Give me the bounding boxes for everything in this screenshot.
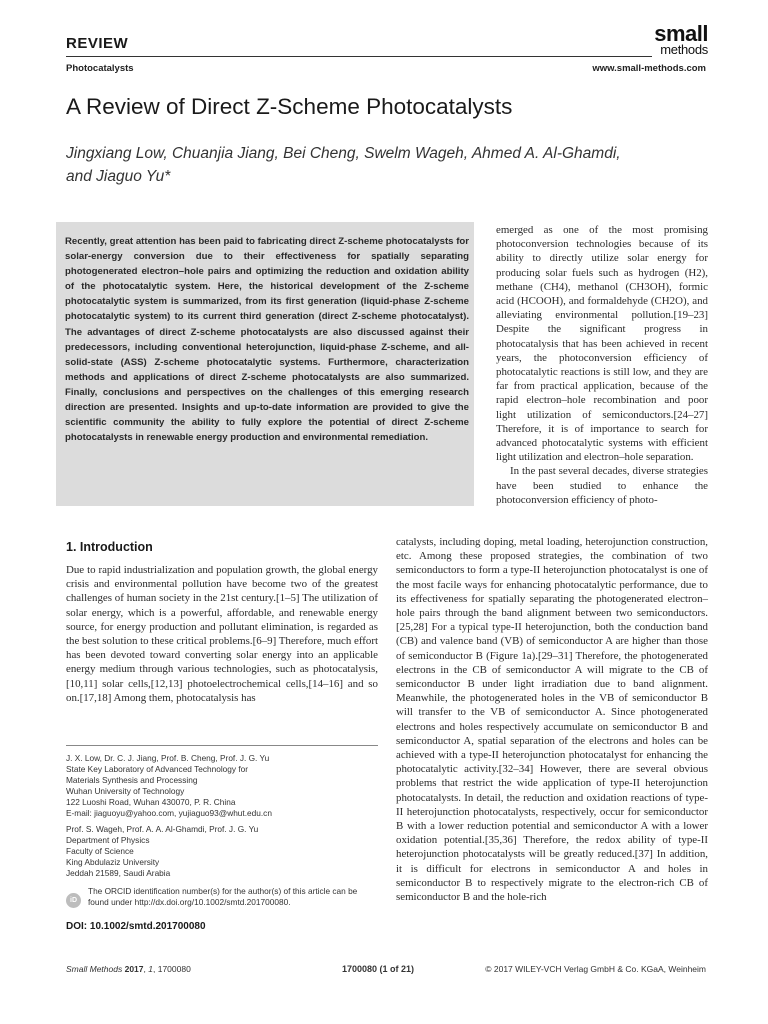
orcid-icon: iD: [66, 893, 81, 908]
affiliation-line: Jeddah 21589, Saudi Arabia: [66, 868, 171, 878]
logo-line-1: small: [654, 21, 708, 46]
footer-page-number: 1700080 (1 of 21): [342, 964, 415, 974]
affiliation-rule: [66, 745, 378, 746]
footer-year: 2017: [124, 964, 144, 974]
affiliation-line: 122 Luoshi Road, Wuhan 430070, P. R. China: [66, 797, 236, 807]
footer-citation: Small Methods 2017, 1, 1700080: [66, 964, 191, 974]
author-line-1: Jingxiang Low, Chuanjia Jiang, Bei Cheng, Swelm Wageh, Ahmed A. Al-Ghamdi,: [66, 145, 621, 162]
affiliation-line: Materials Synthesis and Processing: [66, 775, 198, 785]
section-label: REVIEW: [66, 35, 129, 52]
affiliation-line: Wuhan University of Technology: [66, 786, 185, 796]
footer-journal-name: Small Methods: [66, 964, 123, 974]
orcid-note[interactable]: The ORCID identification number(s) for the author(s) of this article can be found under http://dx.doi.org/10.1002/smtd.201700080.: [88, 886, 358, 907]
author-list: [66, 142, 666, 188]
article-title: A Review of Direct Z-Scheme Photocatalysts: [66, 94, 513, 119]
body-column-right-upper: [496, 223, 708, 507]
body-paragraph: emerged as one of the most promising photoconversion technologies because of its ability to directly utilize solar energy for producing solar fuels such as hydrogen (H2), methane (CH4), methanol (CH3OH), formic acid (HCOOH), and formaldehyde (CH2O), and alleviating environmental pollution.[19–23] Despite the significant progress in photocatalysis that has been achieved in recent years, the photoconversion efficiency of photocatalytic reactions is still low, and they are far from practical application, because of the rapid electron–hole recombination and poor light utilization of semiconductors.[24–27] Therefore, it is of importance to search for advanced photocatalytic systems with efficient light utilization and electron–hole separation.: [496, 224, 708, 464]
body-column-right-lower: [396, 535, 708, 904]
body-paragraph: catalysts, including doping, metal loading, heterojunction construction, etc. Among these proposed strategies, the combination of two semiconductors to form a type-II heterojunction photocatalyst is one of the most facile ways for enhancing photocatalytic performance, due to its effectiveness for spatially separating the photogenerated electron–hole pairs through the band alignment between two semiconductors.[25,28] For a typical type-II heterojunction, both the conduction band (CB) and valence band (VB) of semiconductor A are higher than those of semiconductor B (Figure 1a).[29–31] Therefore, the photogenerated electrons in the CB of semiconductor A will migrate to the CB of semiconductor B under light irradiation due to band alignment. Meanwhile, the photogenerated holes in the VB of semiconductor B will transfer to the VB of semiconductor A. Since photogenerated electrons and holes respectively accumulate on semiconductor B and semiconductor A, spatial separation of the electrons and holes can be achieved with a type-II heterojunction photocatalyst for enhancing the photocatalytic activity.[32–34] However, there are several obvious problems that restrict the wide application of type-II heterojunction photocatalysts. In detail, the reduction and oxidation reactions of type-II heterojunction photocatalysts, respectively, occur for semiconductor B with a lower reduction potential and semiconductor A with a lower oxidation potential.[35,36] Therefore, the redox ability of type-II heterojunction photocatalysts will be greatly reduced.[37] In addition, it is difficult for electrons in semiconductor A and holes in semiconductor B to respectively migrate to the electron-rich CB of semiconductor B and the hole-rich: [396, 536, 708, 904]
author-line-2: and Jiaguo Yu*: [66, 168, 171, 185]
footer-volume: 1: [148, 964, 153, 974]
journal-logo: [648, 21, 708, 57]
subject-label: Photocatalysts: [66, 63, 134, 74]
affiliation-line: State Key Laboratory of Advanced Technology for: [66, 764, 249, 774]
body-paragraph: In the past several decades, diverse strategies have been studied to enhance the photoconversion efficiency of photo-: [496, 465, 708, 506]
affiliation-email[interactable]: E-mail: jiaguoyu@yahoo.com, yujiaguo93@whut.edu.cn: [66, 808, 272, 818]
footer-copyright: © 2017 WILEY-VCH Verlag GmbH & Co. KGaA, Weinheim: [485, 964, 706, 974]
affiliation-line: Department of Physics: [66, 835, 150, 845]
affiliation-line: Faculty of Science: [66, 846, 134, 856]
journal-website[interactable]: www.small-methods.com: [592, 63, 706, 74]
affiliation-line: King Abdulaziz University: [66, 857, 160, 867]
intro-paragraph: Due to rapid industrialization and population growth, the global energy crisis and environmental pollution have become two of the greatest challenges of human society in the 21st century.[1–5] The utilization of solar energy, which is a powerful, affordable, and renewable energy source, for energy production and pollutant elimination, is regarded as the best solution to these critical problems.[6–9] Therefore, much effort has been devoted toward converting solar energy into an applicable energy medium through various technologies, such as photocatalysis,[10,11] solar cells,[12,13] photoelectrochemical cells,[14–16] and so on.[17,18] Among them, photocatalysis has: [66, 564, 379, 704]
abstract-text: Recently, great attention has been paid to fabricating direct Z-scheme photocatalysts for solar-energy conversion due to their effectiveness for spatially separating photogenerated electron–hole pairs and optimizing the reduction and oxidation ability of the photocatalytic system. Here, the historical development of the Z-scheme photocatalytic system is summarized, from its first generation (liquid-phase Z-scheme photocatalytic system) to its current third generation (direct Z-scheme photocatalyst). The advantages of direct Z-scheme photocatalysts are also discussed against their predecessors, including conventional heterojunction, liquid-phase Z-scheme, and all-solid-state (ASS) Z-scheme photocatalytic systems. Furthermore, characterization methods and applications of direct Z-scheme photocatalysts are also summarized. Finally, conclusions and perspectives on the challenges of this emerging research direction are presented. Insights and up-to-date information are provided to give the scientific community the ability to fully explore the potential of direct Z-scheme photocatalysts in renewable energy production and environmental remediation.: [65, 236, 469, 444]
section-heading-introduction: 1. Introduction: [66, 540, 153, 554]
header-rule: [66, 56, 652, 57]
doi-label[interactable]: DOI: 10.1002/smtd.201700080: [66, 921, 206, 932]
logo-line-2: methods: [660, 41, 708, 57]
affiliations: [66, 753, 378, 879]
affiliation-line: Prof. S. Wageh, Prof. A. A. Al-Ghamdi, Prof. J. G. Yu: [66, 824, 259, 834]
footer-article-number: 1700080: [157, 964, 191, 974]
body-column-left: [66, 563, 378, 705]
affiliation-line: J. X. Low, Dr. C. J. Jiang, Prof. B. Cheng, Prof. J. G. Yu: [66, 753, 270, 763]
abstract-box: [56, 222, 474, 506]
